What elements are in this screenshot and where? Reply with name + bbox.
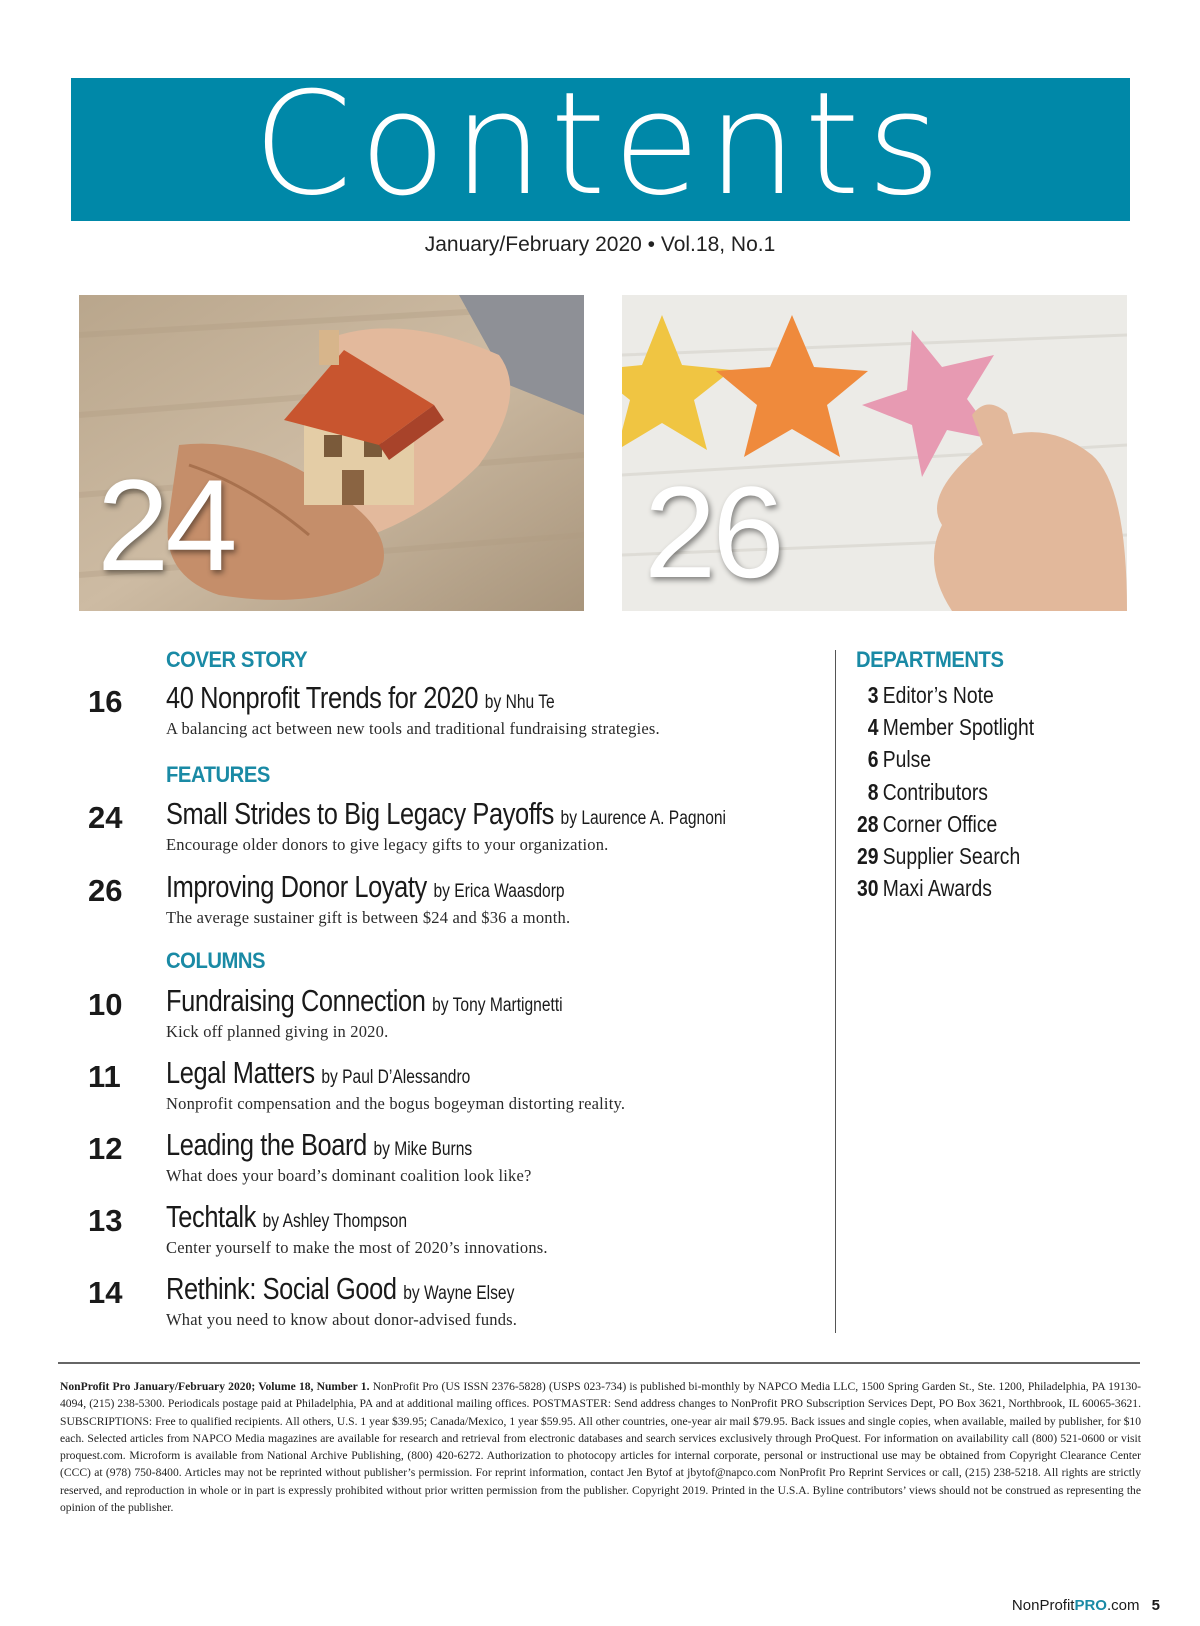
department-label: Member Spotlight xyxy=(882,714,1035,741)
stars-photo[interactable] xyxy=(622,295,1127,611)
title-text: 40 Nonprofit Trends for 2020 xyxy=(166,680,479,715)
department-item[interactable] xyxy=(855,777,1124,809)
byline: by Paul D’Alessandro xyxy=(321,1067,471,1088)
article-description: A balancing act between new tools and traditional fundraising strategies. xyxy=(166,719,660,738)
article-description: What you need to know about donor-advised funds. xyxy=(166,1310,518,1329)
department-label: Maxi Awards xyxy=(882,875,992,902)
page-number: 29 xyxy=(857,842,879,869)
byline: by Tony Martignetti xyxy=(432,995,563,1016)
section-features: FEATURES xyxy=(166,762,270,787)
page-number: 28 xyxy=(857,810,879,837)
byline: by Mike Burns xyxy=(373,1139,473,1160)
title-text: Rethink: Social Good xyxy=(166,1271,397,1306)
article-title[interactable] xyxy=(166,1199,407,1235)
title-text: Improving Donor Loyaty xyxy=(166,869,427,904)
section-departments: DEPARTMENTS xyxy=(856,647,1004,672)
page-title: Contents xyxy=(253,61,948,227)
page-number: 8 xyxy=(867,778,879,805)
site-suffix: .com xyxy=(1106,1597,1140,1614)
site-brand: PRO xyxy=(1074,1597,1107,1614)
department-item[interactable] xyxy=(855,809,1124,841)
department-item[interactable] xyxy=(855,712,1124,744)
byline: by Wayne Elsey xyxy=(403,1283,515,1304)
title-text: Legal Matters xyxy=(166,1055,315,1090)
article-title[interactable] xyxy=(166,1127,472,1163)
byline: by Erica Waasdorp xyxy=(433,881,565,902)
page-number: 5 xyxy=(1151,1597,1160,1614)
department-label: Pulse xyxy=(882,746,932,773)
article-title[interactable] xyxy=(166,1055,470,1091)
site-prefix: NonProfit xyxy=(1011,1597,1075,1614)
department-item[interactable] xyxy=(855,873,1124,905)
photo-page-number: 26 xyxy=(644,459,781,605)
department-item[interactable] xyxy=(855,841,1124,873)
department-item[interactable] xyxy=(855,680,1124,712)
site-link[interactable] xyxy=(1012,1597,1140,1614)
page-number: 26 xyxy=(88,873,123,908)
byline: by Nhu Te xyxy=(484,692,555,713)
title-text: Fundraising Connection xyxy=(166,983,426,1018)
page-number: 4 xyxy=(867,714,879,741)
page-footer xyxy=(1012,1597,1160,1614)
article-title[interactable] xyxy=(166,1271,514,1307)
publishing-statement-lead: NonProfit Pro January/February 2020; Volume 18, Number 1. xyxy=(60,1380,370,1393)
department-label: Supplier Search xyxy=(882,842,1021,869)
article-description: The average sustainer gift is between $24 and $36 a month. xyxy=(166,908,571,927)
article-description: Nonprofit compensation and the bogus bogeyman distorting reality. xyxy=(166,1094,626,1113)
column-divider xyxy=(835,650,836,1333)
page-number: 16 xyxy=(88,684,123,719)
byline: by Ashley Thompson xyxy=(262,1211,407,1232)
title-text: Techtalk xyxy=(166,1199,256,1234)
section-columns: COLUMNS xyxy=(166,948,266,973)
issue-line: January/February 2020 • Vol.18, No.1 xyxy=(424,233,776,256)
page-number: 14 xyxy=(88,1275,123,1310)
house-in-hands-photo[interactable] xyxy=(79,295,584,611)
title-text: Leading the Board xyxy=(166,1127,367,1162)
page-number: 30 xyxy=(857,875,879,902)
article-description: Kick off planned giving in 2020. xyxy=(166,1022,389,1041)
publishing-statement-body: NonProfit Pro (US ISSN 2376-5828) (USPS 023-734) is published bi-monthly by NAPCO Media LLC, 1500 Spring Garden St., Ste. 1200, Philadelphia, PA 19130-4094, (215) 238-5300. Periodicals postage paid at Philadelphia, PA and at additional mailing offices. POSTMASTER: Send address changes to NonProfit PRO Subscription Services Dept, PO Box 3621, Northbrook, IL 60065-3621. SUBSCRIPTIONS: Free to qualified recipients. All others, U.S. 1 year $39.95; Canada/Mexico, 1 year $59.95. All other countries, one-year air mail $79.95. Back issues and single copies, when available, mailed by publisher, for $10 each. Selected articles from NAPCO Media magazines are available for research and retrieval from electronic databases and search services exclusively through ProQuest. For information on availability call (800) 521-0600 or visit proquest.com. Microform is available from National Archive Publishing, (800) 420-6272. Authorization to photocopy articles for internal corporate, personal or instructional use may be obtained from Copyright Clearance Center (CCC) at (978) 750-8400. Articles may not be reprinted without publisher’s permission. For reprint information, contact Jen Bytof at jbytof@napco.com NonProfit Pro Reprint Services or call, (215) 238-5218. All rights are strictly reserved, and reproduction in whole or in part is expressly prohibited without prior written permission from the publisher. Copyright 2019. Printed in the U.S.A. Byline contributors’ views should not be construed as representing the opinion of the publisher. xyxy=(60,1380,1141,1515)
article-title[interactable] xyxy=(166,983,563,1019)
publishing-statement xyxy=(60,1378,1141,1516)
page-number: 13 xyxy=(88,1203,123,1238)
page-number: 12 xyxy=(88,1131,123,1166)
contents-banner xyxy=(71,61,1130,227)
page-number: 3 xyxy=(867,682,879,708)
department-label: Editor’s Note xyxy=(882,682,994,708)
page-number: 24 xyxy=(88,800,123,835)
page-number: 10 xyxy=(88,987,123,1022)
department-item[interactable] xyxy=(855,744,1124,776)
article-description: Center yourself to make the most of 2020’s innovations. xyxy=(166,1238,548,1257)
legal-divider xyxy=(58,1362,1140,1364)
article-description: What does your board’s dominant coalition look like? xyxy=(166,1166,532,1185)
department-label: Contributors xyxy=(882,778,988,805)
photo-page-number: 24 xyxy=(97,452,234,598)
title-text: Small Strides to Big Legacy Payoffs xyxy=(166,796,554,831)
article-title[interactable] xyxy=(166,869,565,905)
section-cover-story: COVER STORY xyxy=(166,647,308,672)
departments-list xyxy=(855,680,1175,905)
article-title[interactable] xyxy=(166,680,555,716)
page-number: 11 xyxy=(88,1059,121,1094)
article-title[interactable] xyxy=(166,796,726,832)
article-description: Encourage older donors to give legacy gifts to your organization. xyxy=(166,835,609,854)
page-number: 6 xyxy=(867,746,879,773)
byline: by Laurence A. Pagnoni xyxy=(560,808,726,829)
department-label: Corner Office xyxy=(882,810,998,837)
